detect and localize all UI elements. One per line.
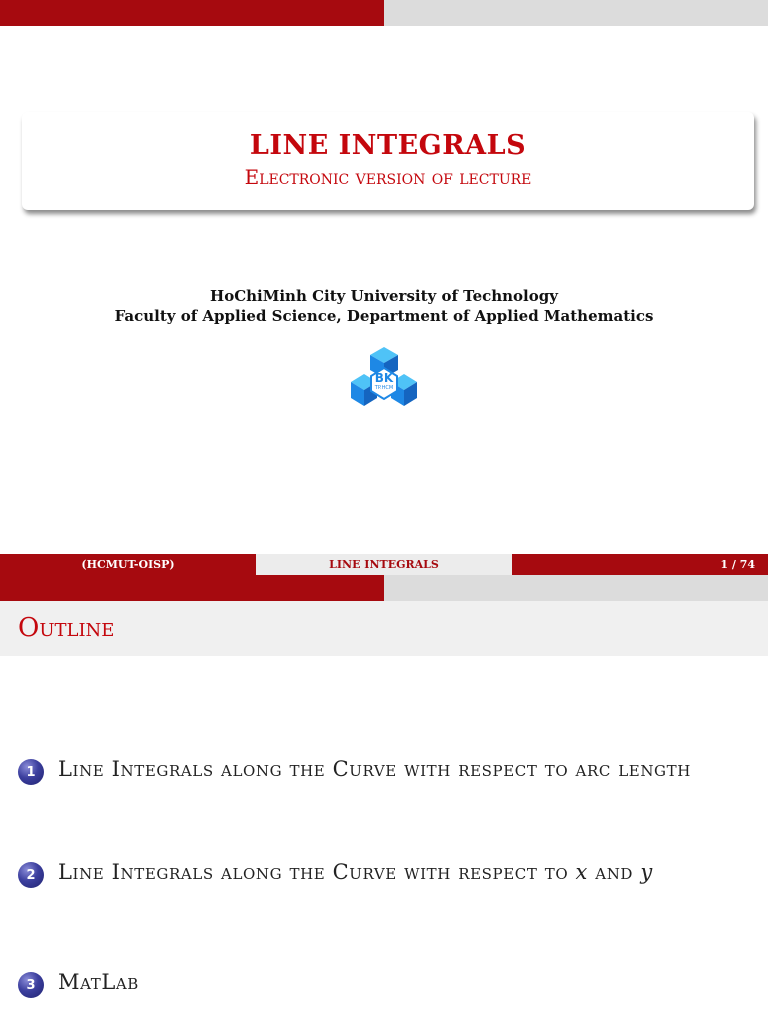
outline-item-text: Line Integrals along the Curve with respect to x and y (58, 860, 653, 884)
footer-bar (0, 554, 768, 575)
header-bar (0, 575, 768, 601)
logo-text: BK (374, 371, 394, 385)
footer-page-number: 1 / 74 (512, 554, 768, 575)
outline-item-text: Line Integrals along the Curve with respect to arc length (58, 757, 691, 781)
number-bullet-icon: 2 (18, 862, 44, 888)
slide-title: LINE INTEGRALS (249, 130, 527, 161)
footer-institution: (HCMUT-OISP) (0, 554, 256, 575)
frame-title: Outline (18, 613, 115, 643)
header-bar-red (0, 0, 384, 26)
header-bar-grey (384, 575, 768, 601)
slide-subtitle: Electronic version of lecture (244, 165, 532, 189)
outline-slide (0, 575, 768, 1024)
frame-title-bar (0, 601, 768, 656)
header-bar (0, 0, 768, 26)
math-y: y (640, 860, 653, 884)
outline-item-text: MatLab (58, 970, 139, 994)
math-x: x (575, 860, 588, 884)
title-box (22, 112, 754, 210)
logo-subtext: TP.HCM (374, 385, 394, 391)
department-name: Faculty of Applied Science, Department of Applied Mathematics (114, 307, 654, 325)
number-bullet-icon: 3 (18, 972, 44, 998)
number-bullet-icon: 1 (18, 759, 44, 785)
header-bar-red (0, 575, 384, 601)
footer-title: LINE INTEGRALS (256, 554, 512, 575)
institution-name: HoChiMinh City University of Technology (210, 287, 558, 305)
header-bar-grey (384, 0, 768, 26)
